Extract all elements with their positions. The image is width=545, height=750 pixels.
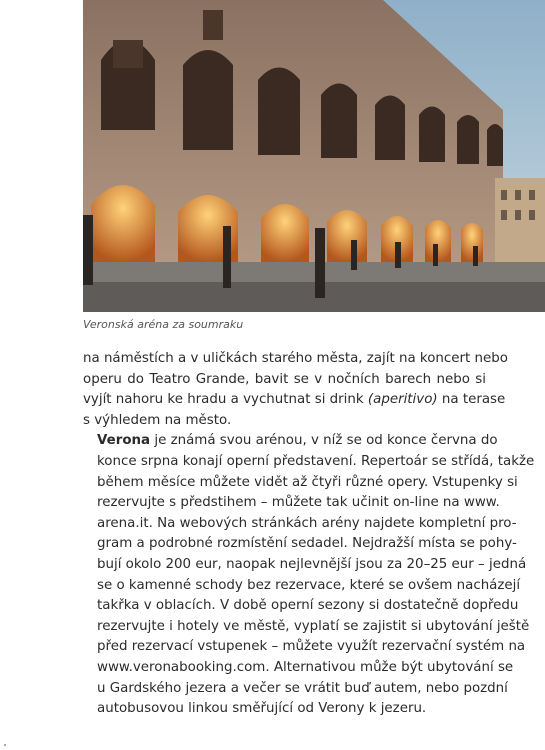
text-line: rezervujte i hotely ve městě, vyplatí se zajistit si ubytování ještě [97,618,530,634]
text-line: operu do Teatro Grande, bavit se v nočních barech nebo si [83,371,486,387]
italic-term: (aperitivo) [367,392,438,408]
text-line: konce srpna konají operní představení. Repertoár se střídá, takže [97,453,535,469]
arena-photo [83,0,545,312]
text-line: během měsíce můžete vidět až čtyři různé opery. Vstupenky si [97,474,518,490]
text-run: na terase [437,392,506,408]
text-line: rezervujte s předstihem – můžete tak učinit on-line na www. [97,495,500,511]
text-run: je známá svou arénou, v níž se od konce června do [150,433,498,449]
text-line: před rezervací vstupenek – můžete využít rezervační systém na [97,639,526,655]
text-line: bují okolo 200 eur, naopak nejlevnější jsou za 20–25 eur – jedná [97,556,527,572]
paragraph-1 [83,349,508,431]
text-line: se o kamenné schody bez rezervace, které se ovšem nacházejí [97,577,521,593]
bold-city-name: Verona [97,433,151,449]
text-line: autobusovou linkou směřující od Verony k jezeru. [97,701,427,717]
text-line: na náměstích a v uličkách starého města, zajít na koncert nebo [83,351,508,366]
text-line: u Gardského jezera a večer se vrátit buď autem, nebo pozdní [97,680,508,696]
text-run: vyjít nahoru ke hradu a vychutnat si drink [83,392,368,408]
text-line [83,390,506,411]
text-line: gram a podrobné rozmístění sedadel. Nejdražší místa se pohy- [97,536,517,552]
text-line [83,431,498,452]
body-text [83,349,535,720]
paragraph-2 [83,431,535,719]
photo-caption: Veronská aréna za soumraku [83,318,244,331]
text-line: www.veronabooking.com. Alternativou může být ubytování se [97,659,514,675]
text-line: takřka v oblacích. V době operní sezony si dostatečně dopředu [97,598,519,614]
text-line: s výhledem na město. [83,412,232,428]
page-mark [4,744,6,746]
text-line: arena.it. Na webových stránkách arény najdete kompletní pro- [97,515,517,531]
